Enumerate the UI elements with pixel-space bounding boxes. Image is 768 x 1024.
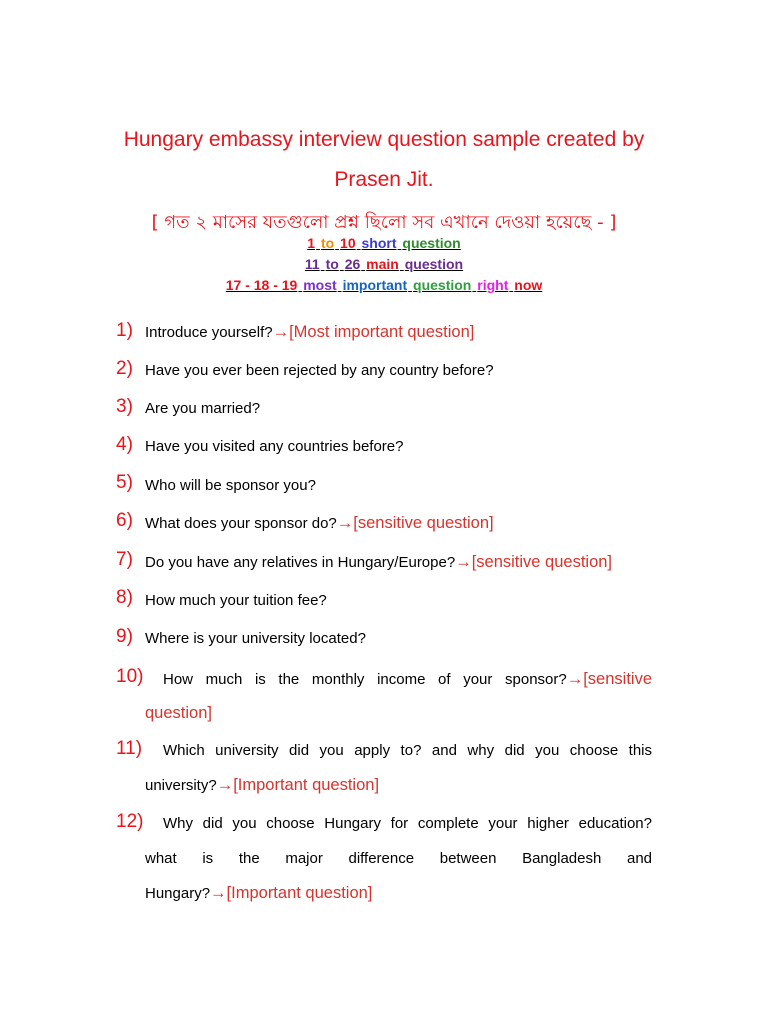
legend-word: right (477, 277, 509, 293)
legend-word: short (361, 235, 397, 251)
question-item (163, 742, 652, 759)
question-number: 8) (116, 587, 133, 608)
question-number: 10) (116, 666, 144, 687)
legend-short-questions (0, 235, 768, 251)
legend-word: 11 (304, 256, 320, 272)
question-text: Have you visited any countries before? (145, 438, 404, 455)
question-item (163, 815, 652, 832)
document-title-line1: Hungary embassy interview question sample created by (123, 128, 645, 151)
question-item (145, 400, 260, 417)
question-item (145, 438, 403, 455)
legend-main-questions (0, 256, 768, 272)
question-tag: →[sensitive (566, 670, 652, 688)
legend-word: 17 - 18 - 19 (225, 277, 298, 293)
question-text: Who will be sponsor you? (145, 477, 316, 494)
legend-word: important (342, 277, 408, 293)
legend-word: question (404, 256, 464, 272)
question-item (145, 362, 494, 379)
question-number: 2) (116, 358, 133, 379)
question-text: How much is the monthly income of your sponsor? (163, 671, 567, 688)
question-number: 9) (116, 626, 133, 647)
question-number: 6) (116, 510, 133, 531)
question-item (163, 670, 652, 689)
question-number: 11) (116, 738, 143, 759)
question-text: Have you ever been rejected by any country before? (145, 362, 494, 379)
question-item (145, 553, 612, 572)
question-text: what is the major difference between Bangladesh and (145, 850, 652, 867)
question-item (145, 630, 366, 647)
legend-word: question (402, 235, 461, 251)
question-text: Introduce yourself? (145, 324, 273, 341)
question-text: Which university did you apply to? and why did you choose this (163, 742, 652, 759)
question-tag: →[Important question] (216, 776, 380, 794)
question-tag: question] (145, 704, 212, 722)
bangla-subtitle: [ গত ২ মাসের যতগুলো প্রশ্ন ছিলো সব এখানে দেওয়া হয়েছে - ] (151, 212, 617, 233)
legend-word: to (325, 256, 339, 272)
legend-word: now (514, 277, 543, 293)
question-text: Where is your university located? (145, 630, 366, 647)
legend-word: to (320, 235, 335, 251)
document-title-line2: Prasen Jit. (334, 168, 434, 191)
question-number: 7) (116, 549, 133, 570)
legend-word: 10 (340, 235, 356, 251)
question-text: university? (145, 777, 217, 794)
question-number: 3) (116, 396, 133, 417)
question-tag: →[Important question] (210, 884, 373, 902)
question-line (145, 884, 372, 903)
question-item (145, 592, 327, 609)
legend-important-questions (0, 277, 768, 293)
question-item (145, 323, 474, 342)
question-item (145, 477, 316, 494)
question-line (145, 704, 212, 723)
question-number: 12) (116, 811, 144, 832)
legend-word: main (366, 256, 399, 272)
question-number: 4) (116, 434, 133, 455)
legend-word: most (303, 277, 337, 293)
question-item (145, 514, 494, 533)
question-tag: →[Most important question] (272, 323, 475, 341)
question-number: 5) (116, 472, 133, 493)
question-text: Hungary? (145, 885, 211, 902)
legend-word: 26 (344, 256, 361, 272)
legend-word: question (413, 277, 472, 293)
question-tag: →[sensitive question] (455, 553, 613, 571)
question-number: 1) (116, 320, 133, 341)
question-line (145, 776, 379, 795)
legend-word: 1 (307, 235, 316, 251)
question-text: Do you have any relatives in Hungary/Europe? (145, 554, 456, 571)
question-text: Why did you choose Hungary for complete your higher education? (163, 815, 652, 832)
question-line (163, 670, 652, 689)
question-text: What does your sponsor do? (145, 515, 337, 532)
question-line (145, 850, 652, 867)
question-tag: →[sensitive question] (336, 514, 494, 532)
question-text: How much your tuition fee? (145, 592, 327, 609)
question-text: Are you married? (145, 400, 261, 417)
